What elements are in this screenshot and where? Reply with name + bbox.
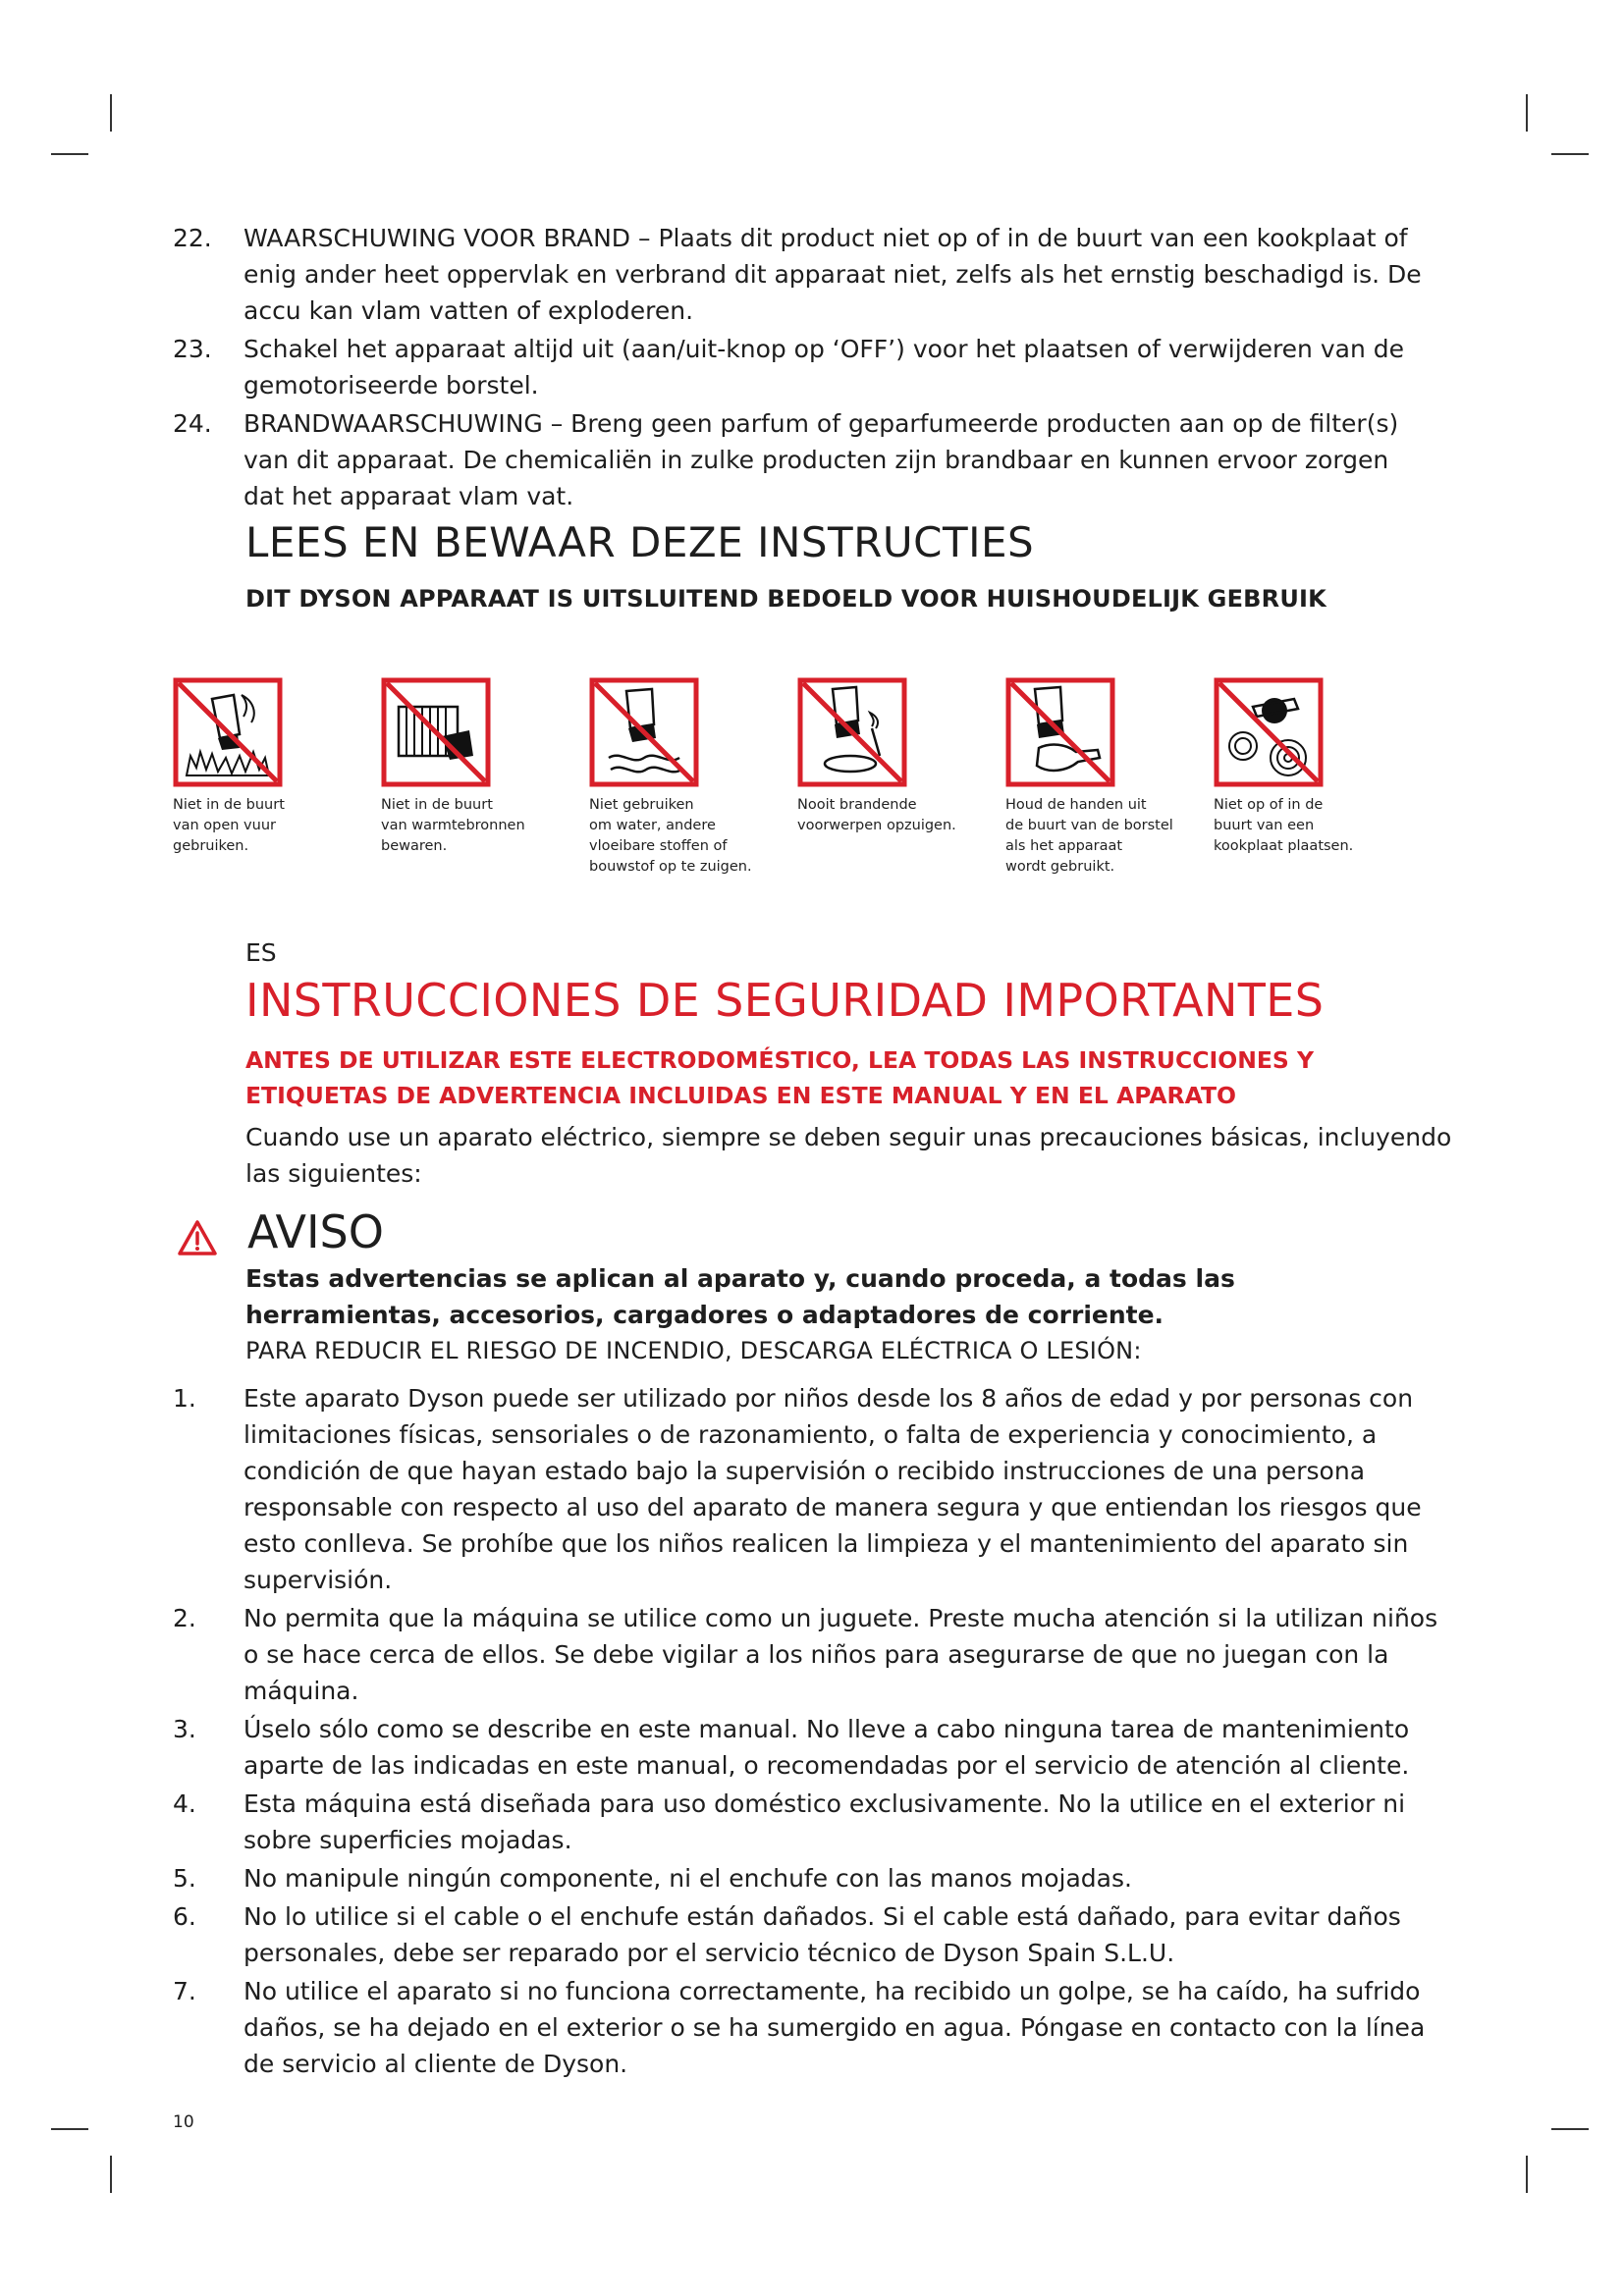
pictogram-caption: Niet in de buurt van open vuur gebruiken. xyxy=(173,797,285,854)
item-text: WAARSCHUWING VOOR BRAND – Plaats dit product niet op of in de buurt van een kookplaat of enig ander heet oppervlak en verbrand dit apparaat niet, zelfs als het ernstig beschadigd is. De accu kan vlam vatten of exploderen. xyxy=(244,224,1422,325)
es-intro: Cuando use un aparato eléctrico, siempre se deben seguir unas precauciones básicas, incluyendo las siguientes: xyxy=(245,1123,1452,1188)
no-burning-objects-icon xyxy=(797,677,907,787)
es-scope-notice: Estas advertencias se aplican al aparato y, cuando proceda, a todas las herramientas, accesorios, cargadores o adaptadores de corriente. xyxy=(245,1264,1235,1329)
es-warning-list xyxy=(173,1380,1449,2084)
list-item xyxy=(173,1860,1449,1896)
item-number: 5. xyxy=(173,1864,196,1893)
list-item xyxy=(173,1973,1449,2082)
no-liquids-icon xyxy=(589,677,699,787)
list-item xyxy=(173,331,1430,403)
language-tag: ES xyxy=(245,938,277,967)
item-number: 22. xyxy=(173,224,212,252)
item-text: BRANDWAARSCHUWING – Breng geen parfum of geparfumeerde producten aan op de filter(s) van dit apparaat. De chemicaliën in zulke producten zijn brandbaar en kunnen ervoor zorgen dat het apparaat vlam vat. xyxy=(244,409,1399,510)
list-item xyxy=(173,1380,1449,1598)
list-item xyxy=(173,1600,1449,1709)
pictogram-caption: Niet in de buurt van warmtebronnen bewaren. xyxy=(381,797,525,854)
crop-mark xyxy=(1526,94,1528,132)
crop-mark xyxy=(51,2128,88,2130)
crop-mark xyxy=(51,153,88,155)
warning-triangle-icon xyxy=(177,1219,218,1256)
item-text: No permita que la máquina se utilice como un juguete. Preste mucha atención si la utilizan niños o se hace cerca de ellos. Se debe vigilar a los niños para asegurarse de que no juegan con la máquina. xyxy=(244,1604,1438,1705)
es-risk-heading: PARA REDUCIR EL RIESGO DE INCENDIO, DESCARGA ELÉCTRICA O LESIÓN: xyxy=(245,1337,1142,1364)
item-number: 2. xyxy=(173,1604,196,1632)
es-red-line: ETIQUETAS DE ADVERTENCIA INCLUIDAS EN ESTE MANUAL Y EN EL APARATO xyxy=(245,1082,1236,1109)
nl-warning-list xyxy=(173,220,1430,516)
es-red-notice xyxy=(245,1042,1424,1113)
item-text: No lo utilice si el cable o el enchufe están dañados. Si el cable está dañado, para evitar daños personales, debe ser reparado por el servicio técnico de Dyson Spain S.L.U. xyxy=(244,1902,1401,1967)
aviso-label: AVISO xyxy=(247,1205,384,1258)
es-red-line: ANTES DE UTILIZAR ESTE ELECTRODOMÉSTICO, LEA TODAS LAS INSTRUCCIONES Y xyxy=(245,1046,1315,1074)
no-open-fire-icon xyxy=(173,677,283,787)
item-text: Úselo sólo como se describe en este manual. No lleve a cabo ninguna tarea de mantenimiento aparte de las indicadas en este manual, o recomendadas por el servicio de atención al cliente. xyxy=(244,1715,1410,1780)
crop-mark xyxy=(110,2156,112,2193)
pictogram-caption: Niet op of in de buurt van een kookplaat plaatsen. xyxy=(1214,797,1354,854)
pictogram-caption: Niet gebruiken om water, andere vloeibare stoffen of bouwstof op te zuigen. xyxy=(589,797,752,875)
item-text: Este aparato Dyson puede ser utilizado por niños desde los 8 años de edad y por personas con limitaciones físicas, sensoriales o de razonamiento, o falta de experiencia y conocimiento, a condición de que hayan estado bajo la supervisión o recibido instrucciones de una persona responsable con respecto al uso del aparato de manera segura y que entiendan los riesgos que esto conlleva. Se prohíbe que los niños realicen la limpieza y el mantenimiento del aparato sin supervisión. xyxy=(244,1384,1422,1594)
pictogram-caption: Nooit brandende voorwerpen opzuigen. xyxy=(797,797,956,833)
crop-mark xyxy=(110,94,112,132)
list-item xyxy=(173,405,1430,514)
crop-mark xyxy=(1526,2156,1528,2193)
nl-subheading: DIT DYSON APPARAAT IS UITSLUITEND BEDOELD VOOR HUISHOUDELIJK GEBRUIK xyxy=(245,585,1326,613)
pictogram xyxy=(1214,677,1410,857)
crop-mark xyxy=(1551,153,1589,155)
keep-hands-away-icon xyxy=(1005,677,1115,787)
pictogram xyxy=(589,677,785,878)
list-item xyxy=(173,220,1430,329)
crop-mark xyxy=(1551,2128,1589,2130)
item-number: 1. xyxy=(173,1384,196,1413)
page-number: 10 xyxy=(173,2112,194,2132)
list-item xyxy=(173,1711,1449,1784)
nl-heading: LEES EN BEWAAR DEZE INSTRUCTIES xyxy=(245,518,1035,566)
list-item xyxy=(173,1898,1449,1971)
pictogram xyxy=(1005,677,1202,878)
pictogram xyxy=(381,677,577,857)
item-number: 23. xyxy=(173,335,212,363)
no-hob-icon xyxy=(1214,677,1324,787)
pictogram-caption: Houd de handen uit de buurt van de borstel als het apparaat wordt gebruikt. xyxy=(1005,797,1173,875)
item-number: 4. xyxy=(173,1789,196,1818)
item-text: Schakel het apparaat altijd uit (aan/uit-knop op ‘OFF’) voor het plaatsen of verwijderen van de gemotoriseerde borstel. xyxy=(244,335,1405,400)
item-text: Esta máquina está diseñada para uso doméstico exclusivamente. No la utilice en el exterior ni sobre superficies mojadas. xyxy=(244,1789,1406,1854)
pictogram xyxy=(797,677,994,836)
es-title: INSTRUCCIONES DE SEGURIDAD IMPORTANTES xyxy=(245,974,1325,1027)
item-number: 7. xyxy=(173,1977,196,2005)
pictogram xyxy=(173,677,369,857)
pictogram-row xyxy=(173,677,1390,893)
item-text: No manipule ningún componente, ni el enchufe con las manos mojadas. xyxy=(244,1864,1132,1893)
no-heat-sources-icon xyxy=(381,677,491,787)
item-text: No utilice el aparato si no funciona correctamente, ha recibido un golpe, se ha caído, ha sufrido daños, se ha dejado en el exterior o se ha sumergido en agua. Póngase en contacto con la línea de servicio al cliente de Dyson. xyxy=(244,1977,1426,2078)
item-number: 24. xyxy=(173,409,212,438)
list-item xyxy=(173,1786,1449,1858)
item-number: 6. xyxy=(173,1902,196,1931)
item-number: 3. xyxy=(173,1715,196,1743)
